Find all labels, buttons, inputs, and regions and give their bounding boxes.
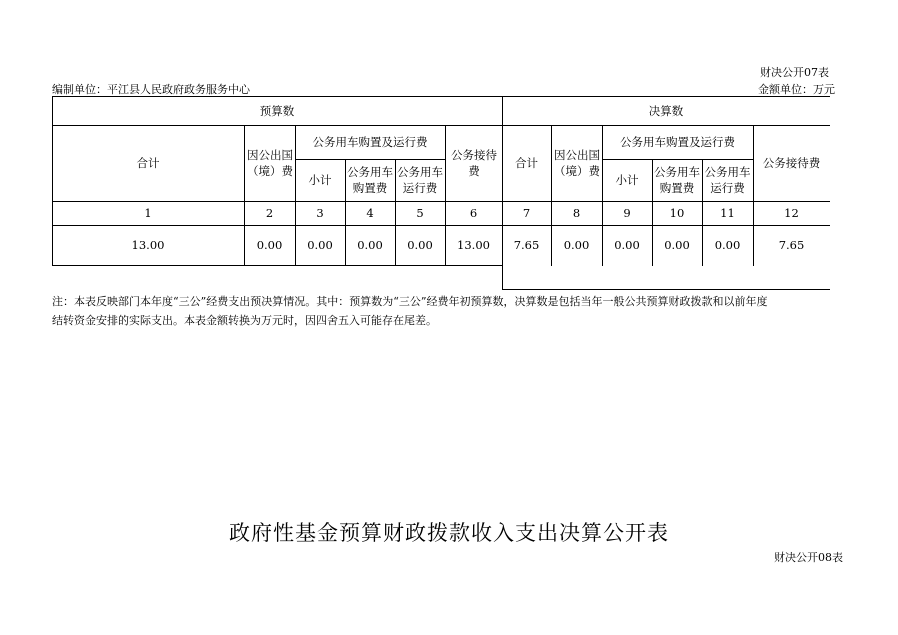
- budget-subtotal-header: 小计: [308, 173, 332, 187]
- value-cell: 7.65: [513, 238, 540, 252]
- next-table-form-code: 财决公开08表: [774, 551, 843, 564]
- final-abroad-header: 因公出国（境）费: [554, 148, 600, 178]
- col-number: 10: [669, 206, 685, 220]
- col-number: 4: [366, 206, 374, 220]
- final-group-header: 决算数: [648, 103, 684, 118]
- value-cell: 0.00: [256, 238, 283, 252]
- budget-operation-header: 公务用车运行费: [397, 165, 443, 195]
- col-number: 9: [623, 206, 631, 220]
- table-note: 注：本表反映部门本年度“三公”经费支出预决算情况。其中：预算数为“三公”经费年初预算数，决算数是包括当年一般公共预算财政拨款和以前年度结转资金安排的实际支出。本表金额转换为万元时，因四舍五入可能存在尾差。: [52, 295, 768, 327]
- value-cell: 7.65: [778, 238, 805, 252]
- budget-abroad-header: 因公出国（境）费: [247, 148, 293, 178]
- col-number: 1: [144, 206, 152, 220]
- value-cell: 0.00: [664, 238, 690, 252]
- final-vehicle-group-header: 公务用车购置及运行费: [620, 135, 735, 149]
- col-number: 8: [572, 206, 581, 220]
- budget-group-header: 预算数: [259, 103, 295, 118]
- col-number: 3: [316, 206, 324, 220]
- col-number: 12: [784, 206, 799, 220]
- budget-purchase-header: 公务用车购置费: [347, 165, 393, 195]
- value-cell: 0.00: [614, 238, 640, 252]
- budget-total-header: 合计: [136, 156, 160, 170]
- value-cell: 0.00: [307, 238, 333, 252]
- final-total-header: 合计: [515, 156, 538, 170]
- budget-reception-header: 公务接待费: [451, 148, 497, 178]
- value-cell: 13.00: [457, 238, 490, 252]
- value-cell: 0.00: [714, 238, 741, 252]
- table-form-code: 财决公开07表: [760, 66, 829, 79]
- col-number: 7: [522, 206, 531, 220]
- value-cell: 0.00: [357, 238, 383, 252]
- value-cell: 0.00: [563, 238, 590, 252]
- final-reception-header: 公务接待费: [762, 156, 821, 170]
- value-cell: 0.00: [407, 238, 433, 252]
- compiling-unit: 编制单位：平江县人民政府政务服务中心: [52, 83, 250, 96]
- final-subtotal-header: 小计: [615, 173, 639, 187]
- col-number: 6: [469, 206, 478, 220]
- final-purchase-header: 公务用车购置费: [654, 165, 700, 195]
- col-number: 11: [720, 206, 735, 220]
- value-cell: 13.00: [131, 238, 165, 252]
- col-number: 5: [416, 206, 424, 220]
- amount-unit: 金额单位：万元: [758, 83, 835, 96]
- final-operation-header: 公务用车运行费: [704, 165, 751, 195]
- col-number: 2: [265, 206, 274, 220]
- budget-vehicle-group-header: 公务用车购置及运行费: [312, 135, 428, 149]
- next-table-title: 政府性基金预算财政拨款收入支出决算公开表: [229, 521, 669, 545]
